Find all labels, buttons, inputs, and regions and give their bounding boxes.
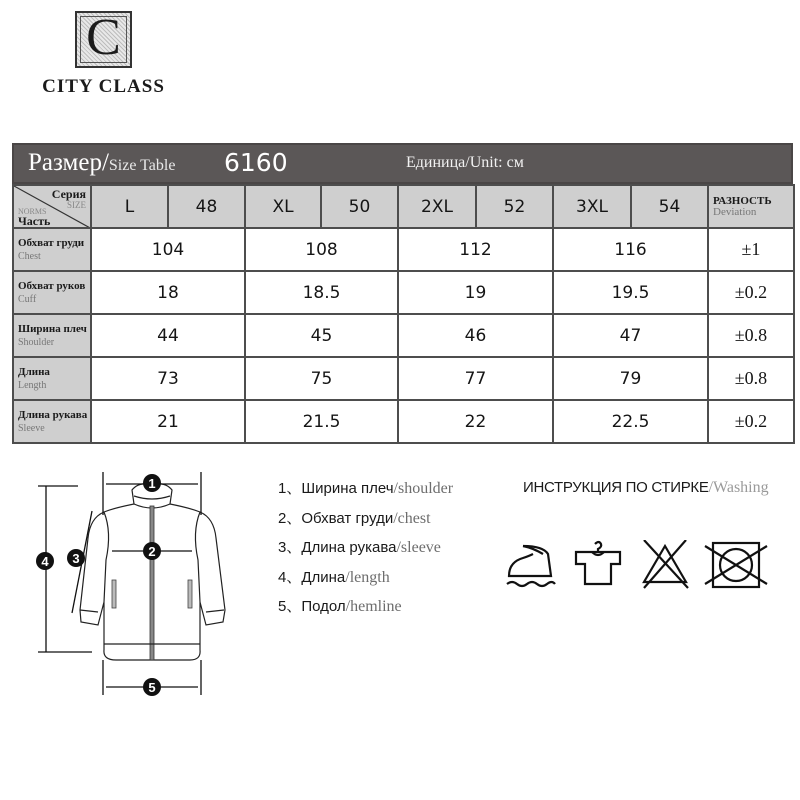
value-cell: 79: [553, 357, 708, 400]
size-header-cell: 50: [321, 185, 398, 228]
deviation-cell: ±0.8: [708, 314, 794, 357]
no-tumble-dry-icon: [703, 540, 769, 590]
unit-label: Единица/Unit: см: [406, 154, 524, 171]
table-row: [13, 314, 794, 357]
corner-size-label: SIZE: [67, 200, 86, 210]
size-grid: [12, 184, 795, 444]
size-header-cell: 48: [168, 185, 245, 228]
legend-item: 2、Обхват груди/chest: [278, 509, 431, 527]
legend-item: 4、Длина/length: [278, 568, 390, 586]
table-row: [13, 357, 794, 400]
brand-name: CITY CLASS: [42, 76, 165, 97]
size-header-cell: 2XL: [398, 185, 476, 228]
washing-title: ИНСТРУКЦИЯ ПО СТИРКЕ/Washing: [523, 479, 769, 496]
size-table: [12, 143, 793, 444]
value-cell: 21: [91, 400, 245, 443]
value-cell: 18: [91, 271, 245, 314]
deviation-header-cell: РАЗНОСТЬ Deviation: [708, 185, 794, 228]
value-cell: 22: [398, 400, 553, 443]
marker-4: 4: [41, 554, 49, 569]
value-cell: 46: [398, 314, 553, 357]
value-cell: 104: [91, 228, 245, 271]
deviation-cell: ±0.2: [708, 271, 794, 314]
measurement-legend: [278, 477, 453, 625]
jacket-measurement-diagram: [20, 460, 260, 705]
value-cell: 45: [245, 314, 398, 357]
brand-logo: [14, 8, 189, 103]
jacket-outline-icon: [20, 460, 260, 705]
corner-part-label: Часть: [18, 214, 51, 228]
row-label: Длина рукава Sleeve: [13, 400, 91, 443]
logo-emblem: [75, 8, 132, 68]
logo-letter: C: [86, 8, 121, 66]
deviation-cell: ±1: [708, 228, 794, 271]
corner-norms-label: NORMS: [18, 207, 47, 216]
size-header-cell: XL: [245, 185, 321, 228]
value-cell: 19: [398, 271, 553, 314]
table-row: [13, 400, 794, 443]
iron-steam-icon: [503, 540, 559, 588]
value-cell: 73: [91, 357, 245, 400]
marker-3: 3: [72, 551, 80, 566]
marker-2: 2: [148, 544, 156, 559]
size-header-cell: 52: [476, 185, 553, 228]
table-title-bar: [12, 143, 793, 184]
value-cell: 108: [245, 228, 398, 271]
legend-item: 5、Подол/hemline: [278, 598, 402, 615]
row-label: Длина Length: [13, 357, 91, 400]
legend-item: 1、Ширина плеч/shoulder: [278, 480, 454, 497]
marker-5: 5: [148, 680, 156, 695]
row-label: Ширина плеч Shoulder: [13, 314, 91, 357]
value-cell: 116: [553, 228, 708, 271]
corner-series-label: Серия: [51, 187, 86, 201]
table-title: Размер/Size Table: [28, 149, 176, 176]
value-cell: 112: [398, 228, 553, 271]
model-code: 6160: [224, 148, 288, 177]
size-header-cell: L: [91, 185, 168, 228]
value-cell: 22.5: [553, 400, 708, 443]
marker-1: 1: [148, 476, 156, 491]
corner-header-cell: [13, 185, 91, 228]
deviation-cell: ±0.8: [708, 357, 794, 400]
hang-dry-icon: [573, 540, 623, 588]
value-cell: 19.5: [553, 271, 708, 314]
value-cell: 18.5: [245, 271, 398, 314]
row-label: Обхват руков Cuff: [13, 271, 91, 314]
row-label: Обхват груди Chest: [13, 228, 91, 271]
legend-item: 3、Длина рукава/sleeve: [278, 539, 441, 556]
no-bleach-icon: [640, 540, 690, 590]
size-header-cell: 3XL: [553, 185, 631, 228]
size-header-row: [13, 185, 794, 228]
value-cell: 77: [398, 357, 553, 400]
value-cell: 47: [553, 314, 708, 357]
value-cell: 44: [91, 314, 245, 357]
care-icons: [503, 540, 793, 600]
value-cell: 21.5: [245, 400, 398, 443]
table-row: [13, 228, 794, 271]
size-header-cell: 54: [631, 185, 708, 228]
value-cell: 75: [245, 357, 398, 400]
table-row: [13, 271, 794, 314]
deviation-cell: ±0.2: [708, 400, 794, 443]
